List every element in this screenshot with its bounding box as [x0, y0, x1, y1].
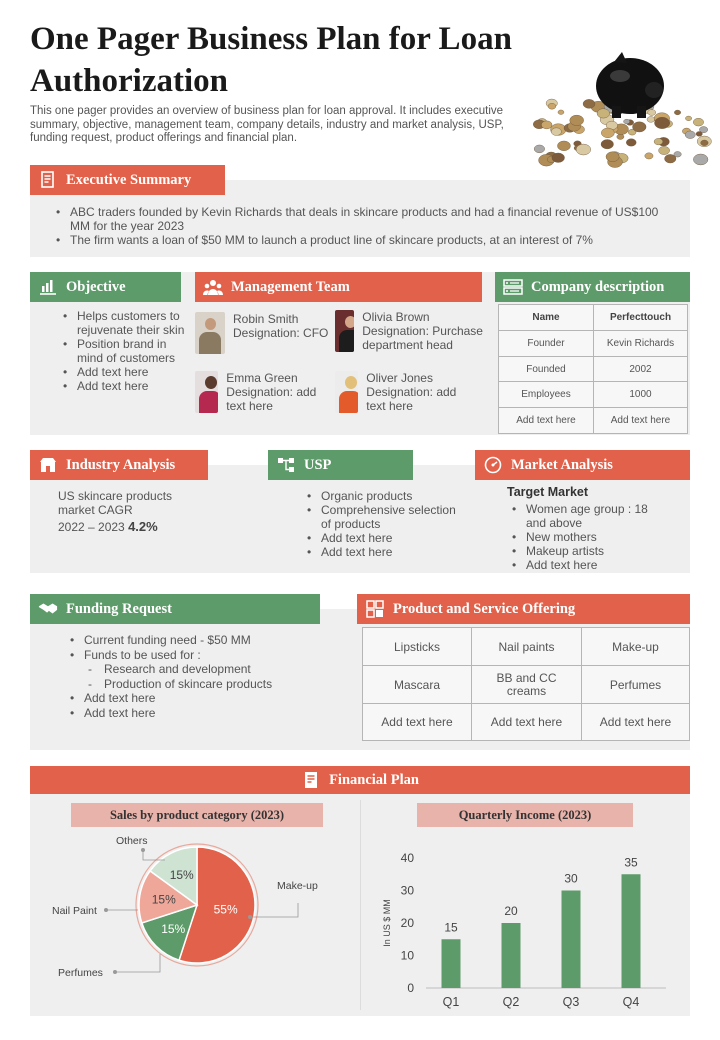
slice-category-label: Nail Paint: [52, 905, 97, 917]
y-tick-label: 0: [407, 981, 414, 995]
list-item: • Helps customers to rejuvenate their skin: [59, 309, 185, 337]
y-tick-label: 10: [400, 948, 414, 963]
bar-chart-title: Quarterly Income (2023): [417, 803, 633, 827]
bar-q1: [442, 939, 461, 988]
table-cell: Lipsticks: [363, 628, 472, 666]
document-icon: [38, 170, 58, 190]
slice-value-label: 55%: [213, 902, 238, 917]
industry-text: [58, 489, 198, 534]
table-cell: Add text here: [472, 704, 582, 741]
list-item: • Position brand in mind of customers: [59, 337, 185, 365]
piggy-bank-coins-image: [532, 44, 712, 168]
usp-header: [268, 450, 413, 480]
report-icon: [301, 770, 321, 790]
list-item: • Funds to be used for :: [66, 648, 336, 663]
market-heading: Market Analysis: [511, 456, 613, 473]
member-designation: Designation: add text here: [226, 385, 317, 413]
bar-q4: [622, 874, 641, 988]
table-row: [363, 704, 690, 741]
table-cell: Add text here: [594, 408, 688, 434]
list-item: • Organic products: [303, 489, 463, 503]
target-market-label: Target Market: [507, 485, 589, 499]
member-name: Olivia Brown: [362, 310, 430, 324]
member-name: Robin Smith: [233, 312, 299, 326]
objective-header: [30, 272, 181, 302]
table-cell: Make-up: [582, 628, 690, 666]
market-list: [508, 502, 668, 572]
table-cell: Employees: [499, 382, 594, 408]
grid-icon: [365, 599, 385, 619]
bar-value-label: 20: [504, 904, 518, 918]
member-designation: Designation: CFO: [233, 326, 329, 340]
list-item: • Comprehensive selection of products: [303, 503, 463, 531]
table-cell: Kevin Richards: [594, 331, 688, 357]
team-icon: [203, 277, 223, 297]
table-cell: Add text here: [582, 704, 690, 741]
products-table: [362, 627, 690, 741]
slice-category-label: Perfumes: [58, 967, 103, 979]
table-cell: Perfecttouch: [594, 305, 688, 331]
leader-dot: [141, 848, 145, 852]
list-item: • New mothers: [508, 530, 668, 544]
member-name: Oliver Jones: [366, 371, 433, 385]
x-tick-label: Q4: [622, 995, 640, 1009]
financial-header: [30, 766, 690, 794]
executive-summary-heading: Executive Summary: [66, 171, 192, 188]
executive-summary-list: [52, 205, 672, 247]
network-icon: [276, 455, 296, 475]
list-item: • Makeup artists: [508, 544, 668, 558]
table-cell: 1000: [594, 382, 688, 408]
bar-q2: [502, 923, 521, 988]
table-row: [499, 408, 688, 434]
company-heading: Company description: [531, 278, 665, 295]
usp-heading: USP: [304, 456, 332, 473]
industry-heading: Industry Analysis: [66, 456, 176, 473]
financial-divider: [360, 800, 361, 1010]
x-tick-label: Q1: [442, 995, 460, 1009]
table-cell: Perfumes: [582, 666, 690, 704]
page-title: One Pager Business Plan for Loan Authorization: [30, 21, 512, 99]
table-row: [499, 382, 688, 408]
y-tick-label: 20: [400, 916, 414, 930]
company-table: [498, 304, 688, 434]
gauge-icon: [483, 455, 503, 475]
executive-summary-header: [30, 165, 225, 195]
table-cell: Add text here: [363, 704, 472, 741]
table-cell: Founded: [499, 357, 594, 382]
industry-period: 2022 – 2023: [58, 520, 125, 534]
list-item: • Add text here: [59, 365, 185, 379]
slice-category-label: Make-up: [277, 880, 318, 892]
management-header: [195, 272, 482, 302]
list-item: - Research and development: [66, 662, 336, 677]
table-row: [363, 628, 690, 666]
bar-chart: [370, 840, 680, 1015]
table-row: [499, 331, 688, 357]
shop-icon: [38, 455, 58, 475]
handshake-icon: [38, 599, 58, 619]
bar-q3: [562, 891, 581, 989]
industry-cagr-value: 4.2%: [128, 519, 158, 534]
table-cell: 2002: [594, 357, 688, 382]
leader-dot: [104, 908, 108, 912]
financial-heading: Financial Plan: [329, 771, 419, 788]
x-tick-label: Q2: [502, 995, 520, 1009]
funding-heading: Funding Request: [66, 600, 172, 617]
table-cell: Mascara: [363, 666, 472, 704]
list-item: • Women age group : 18 and above: [508, 502, 668, 530]
avatar: [195, 371, 218, 413]
page-intro: This one pager provides an overview of business plan for loan approval. It includes executive summary, objective, management team, company details, industry and market analysis, USP, funding request, product offerings and financial plan.: [30, 105, 504, 144]
management-heading: Management Team: [231, 278, 350, 295]
leader-dot: [248, 915, 252, 919]
team-member: [195, 371, 335, 413]
table-cell: Add text here: [499, 408, 594, 434]
list-item: • Add text here: [303, 531, 463, 545]
y-tick-label: 30: [400, 883, 414, 898]
list-item: • Add text here: [508, 558, 668, 572]
bar-value-label: 30: [564, 871, 578, 886]
avatar: [335, 371, 358, 413]
member-name: Emma Green: [226, 371, 298, 385]
avatar: [335, 310, 354, 352]
pie-chart: [40, 830, 350, 1005]
server-icon: [503, 277, 523, 297]
objective-list: [59, 309, 185, 393]
pie-chart-title: Sales by product category (2023): [71, 803, 323, 827]
funding-header: [30, 594, 320, 624]
list-item: • Add text here: [303, 545, 463, 559]
slice-category-label: Others: [116, 835, 148, 847]
leader-line: [115, 954, 160, 972]
list-item: • Add text here: [59, 379, 185, 393]
avatar: [195, 312, 225, 354]
slice-value-label: 15%: [161, 921, 186, 936]
y-tick-label: 40: [400, 851, 414, 865]
team-member: [195, 312, 335, 354]
table-row: [499, 305, 688, 331]
slice-value-label: 15%: [151, 892, 176, 907]
list-item: • Add text here: [66, 691, 336, 706]
usp-list: [303, 489, 463, 559]
list-item: • Current funding need - $50 MM: [66, 633, 336, 648]
bar-value-label: 15: [444, 920, 458, 935]
table-cell: BB and CC creams: [472, 666, 582, 704]
hand-chart-icon: [38, 277, 58, 297]
member-designation: Designation: add text here: [366, 385, 457, 413]
market-header: [475, 450, 690, 480]
leader-dot: [113, 970, 117, 974]
member-designation: Designation: Purchase department head: [362, 324, 483, 352]
objective-heading: Objective: [66, 278, 126, 295]
industry-header: [30, 450, 208, 480]
list-item: • ABC traders founded by Kevin Richards that deals in skincare products and had a financial revenue of US$100 MM for the year 2023: [52, 205, 672, 233]
bar-value-label: 35: [624, 855, 638, 870]
company-header: [495, 272, 690, 302]
table-row: [499, 357, 688, 382]
list-item: • Add text here: [66, 706, 336, 721]
table-cell: Founder: [499, 331, 594, 357]
products-header: [357, 594, 690, 624]
team-member: [335, 371, 475, 413]
funding-list: [66, 633, 336, 721]
x-tick-label: Q3: [562, 995, 580, 1009]
products-heading: Product and Service Offering: [393, 600, 576, 617]
team-member: [335, 310, 500, 352]
y-axis-label: In US $ MM: [382, 899, 392, 947]
table-cell: Nail paints: [472, 628, 582, 666]
list-item: • The firm wants a loan of $50 MM to launch a product line of skincare products, at an interest of 7%: [52, 233, 672, 247]
table-row: [363, 666, 690, 704]
table-cell: Name: [499, 305, 594, 331]
slice-value-label: 15%: [169, 868, 194, 883]
list-item: - Production of skincare products: [66, 677, 336, 692]
industry-line1: US skincare products market CAGR: [58, 489, 173, 517]
